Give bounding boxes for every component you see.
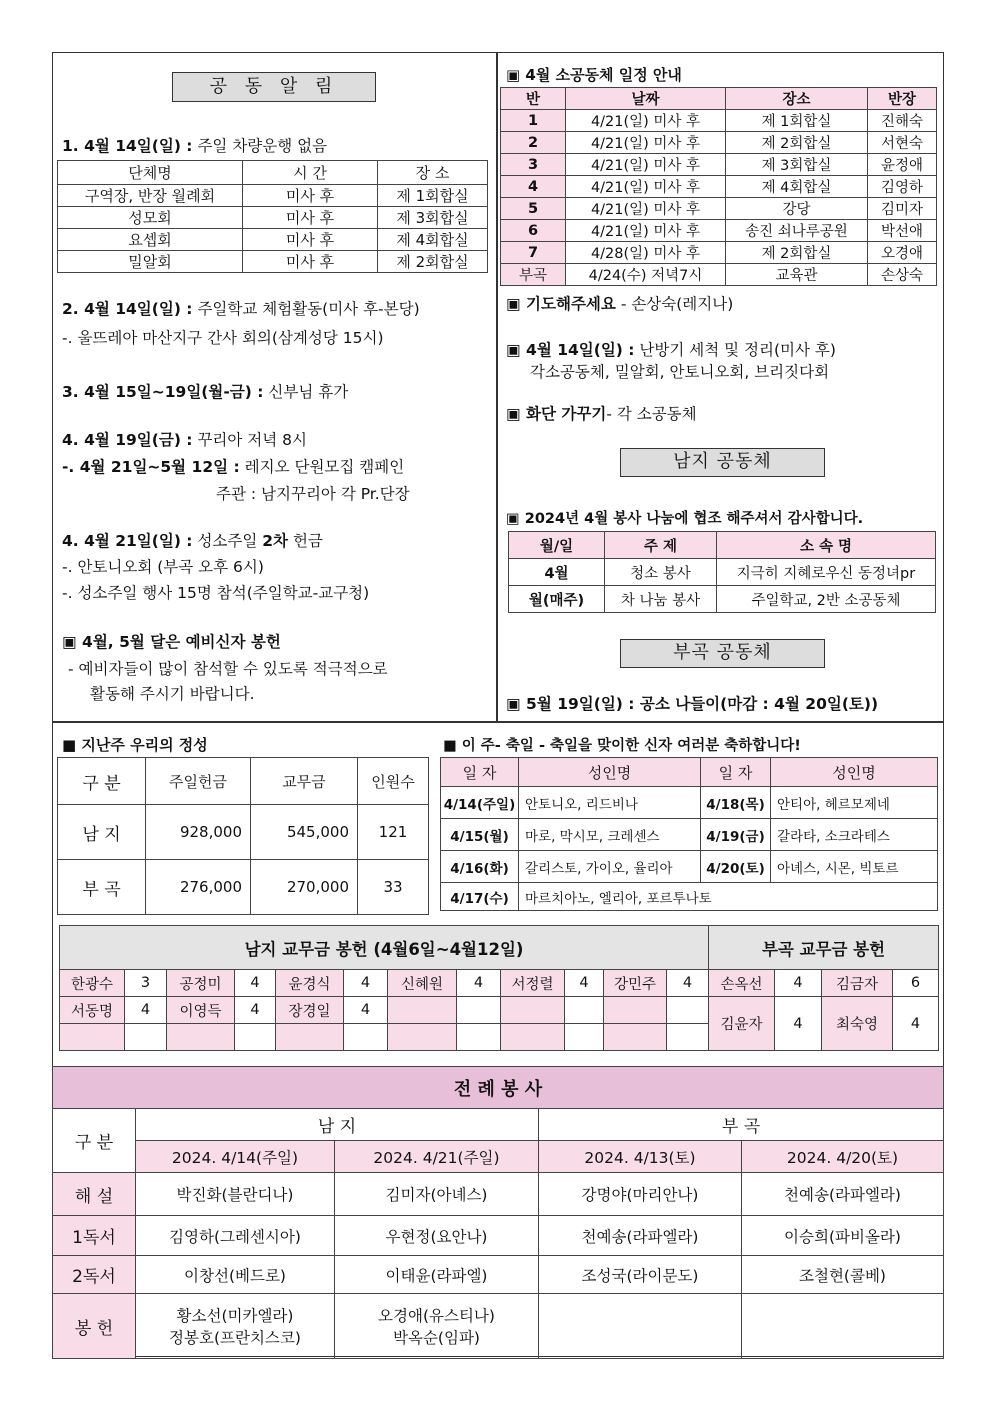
liturgy-cell: 이창선(베드로)	[136, 1256, 335, 1294]
notice-item-2-head: 2. 4월 14일(일) :	[62, 300, 193, 318]
feast-date: 4/15(월)	[441, 819, 519, 851]
notice-item-4a-text: 꾸리아 저녁 8시	[192, 431, 307, 449]
pray-line	[506, 292, 733, 314]
feast-header: 일 자	[441, 758, 519, 787]
offering-cell: 33	[358, 860, 429, 915]
offering-cell: 545,000	[251, 805, 358, 860]
notice-item-2-sub: -. 울뜨레아 마산지구 간사 회의(삼계성당 15시)	[62, 329, 384, 347]
feast-date: 4/19(금)	[701, 819, 771, 851]
tithe-bugok-title: 부곡 교무금 봉헌	[709, 926, 939, 970]
notice-item-4b-text: 성소주일	[192, 532, 263, 550]
pray-label: ▣ 기도해주세요	[506, 295, 616, 313]
tithe-count: 3	[125, 970, 167, 997]
liturgy-offering-name: 박옥순(임파)	[393, 1329, 480, 1347]
tithe-empty	[667, 1024, 709, 1051]
meeting-cell: 구역장, 반장 월례회	[58, 185, 243, 207]
liturgy-offering-name: 정봉호(프란치스코)	[169, 1329, 301, 1347]
small-comm-cell: 6	[501, 220, 566, 242]
service-cell: 주일학교, 2반 소공동체	[717, 586, 936, 613]
small-comm-cell: 4	[501, 176, 566, 198]
small-comm-cell: 2	[501, 132, 566, 154]
liturgy-row-label: 2독서	[53, 1256, 136, 1294]
meeting-table	[57, 160, 488, 273]
tithe-empty	[604, 997, 667, 1024]
tithe-count: 4	[893, 997, 939, 1051]
offering-table	[57, 757, 429, 915]
feast-saints: 갈라타, 소크라테스	[771, 819, 938, 851]
liturgy-cell: 이승희(파비올라)	[742, 1216, 944, 1256]
tithe-empty	[501, 1024, 565, 1051]
liturgy-cell: 김영하(그레센시아)	[136, 1216, 335, 1256]
small-comm-cell: 손상숙	[868, 264, 937, 286]
feast-saints: 아녜스, 시몬, 빅토르	[771, 851, 938, 883]
small-comm-header: 날짜	[566, 88, 726, 110]
meeting-cell: 제 2회합실	[378, 251, 488, 273]
tithe-name: 김윤자	[709, 997, 775, 1051]
service-header: 주 제	[605, 532, 717, 559]
liturgy-bugok: 부 곡	[539, 1109, 944, 1141]
meeting-header: 장 소	[378, 161, 488, 185]
notice-item-2	[62, 297, 420, 319]
namji-title: 남지 공동체	[620, 448, 825, 477]
thanks-line: ▣ 2024년 4월 봉사 나눔에 협조 해주셔서 감사합니다.	[506, 511, 864, 527]
offering-cell: 270,000	[251, 860, 358, 915]
small-comm-header: 반장	[868, 88, 937, 110]
small-comm-title: ▣ 4월 소공동체 일정 안내	[506, 66, 682, 84]
service-header: 소 속 명	[717, 532, 936, 559]
small-comm-cell: 5	[501, 198, 566, 220]
meeting-cell: 미사 후	[243, 251, 378, 273]
liturgy-offering-name: 오경애(유스티나)	[378, 1307, 495, 1325]
tithe-name: 공정미	[167, 970, 235, 997]
tithe-empty	[457, 1024, 501, 1051]
tithe-count: 4	[775, 970, 822, 997]
liturgy-cell: 우현정(요안나)	[335, 1216, 539, 1256]
tithe-name: 신혜원	[388, 970, 457, 997]
small-comm-cell: 제 1회합실	[726, 110, 868, 132]
small-comm-cell: 4/21(일) 미사 후	[566, 110, 726, 132]
offering-cell: 928,000	[146, 805, 251, 860]
heater-label: ▣ 4월 14일(일) :	[506, 341, 635, 359]
tithe-name: 한광수	[60, 970, 125, 997]
picnic-line: ▣ 5월 19일(일) : 공소 나들이(마감 : 4월 20일(토))	[506, 695, 879, 713]
notice-item-4b	[62, 529, 323, 551]
liturgy-table	[52, 1066, 944, 1359]
tithe-empty	[501, 997, 565, 1024]
tithe-empty	[276, 1024, 344, 1051]
notice-item-4a-head: 4. 4월 19일(금) :	[62, 431, 193, 449]
notice-item-4b-bold2: 2차	[262, 532, 289, 550]
small-comm-cell: 김미자	[868, 198, 937, 220]
notice-item-4b-sub2: -. 성소주일 행사 15명 참석(주일학교-교구청)	[62, 584, 370, 602]
offering-title: ■ 지난주 우리의 정성	[62, 736, 208, 754]
liturgy-offering-cell	[539, 1294, 742, 1359]
tithe-empty	[457, 997, 501, 1024]
feast-header: 성인명	[519, 758, 701, 787]
small-comm-cell: 부곡	[501, 264, 566, 286]
notice-item-4b-head: 4. 4월 21일(일) :	[62, 532, 193, 550]
tithe-empty	[388, 1024, 457, 1051]
tithe-empty	[667, 997, 709, 1024]
service-table	[508, 531, 936, 613]
service-cell: 차 나눔 봉사	[605, 586, 717, 613]
feast-date: 4/20(토)	[701, 851, 771, 883]
notice-item-5-head: ▣ 4월, 5월 달은 예비신자 봉헌	[62, 633, 281, 651]
pray-text: - 손상숙(레지나)	[615, 295, 734, 313]
feast-title: ■ 이 주- 축일 - 축일을 맞이한 신자 여러분 축하합니다!	[443, 738, 801, 754]
notice-item-4a-sub-text: 레지오 단원모집 캠페인	[239, 458, 405, 476]
heater-line	[506, 338, 836, 360]
small-comm-cell: 제 2회합실	[726, 132, 868, 154]
tithe-name: 손옥선	[709, 970, 775, 997]
small-comm-cell: 4/21(일) 미사 후	[566, 220, 726, 242]
tithe-empty	[167, 1024, 235, 1051]
feast-saints: 갈리스토, 가이오, 율리아	[519, 851, 701, 883]
tithe-empty	[388, 997, 457, 1024]
small-comm-cell: 1	[501, 110, 566, 132]
feast-table	[440, 757, 938, 911]
offering-cell: 121	[358, 805, 429, 860]
liturgy-label-col: 구 분	[53, 1109, 136, 1173]
tithe-count: 4	[235, 997, 276, 1024]
meeting-cell: 요셉회	[58, 229, 243, 251]
liturgy-cell: 강명야(마리안나)	[539, 1173, 742, 1216]
liturgy-cell: 천예송(라파엘라)	[742, 1173, 944, 1216]
service-header: 월/일	[509, 532, 605, 559]
flower-line	[506, 402, 697, 424]
meeting-cell: 미사 후	[243, 229, 378, 251]
meeting-cell: 제 3회합실	[378, 207, 488, 229]
tithe-count: 4	[125, 997, 167, 1024]
tithe-count: 4	[667, 970, 709, 997]
bugok-title: 부곡 공동체	[620, 639, 825, 668]
notice-item-5-body2: 활동해 주시기 바랍니다.	[90, 685, 255, 703]
liturgy-date: 2024. 4/13(토)	[539, 1141, 742, 1173]
small-comm-cell: 제 3회합실	[726, 154, 868, 176]
small-comm-cell: 서현숙	[868, 132, 937, 154]
tithe-empty	[344, 1024, 388, 1051]
liturgy-row-label: 해 설	[53, 1173, 136, 1216]
meeting-cell: 제 4회합실	[378, 229, 488, 251]
service-cell: 4월	[509, 559, 605, 586]
small-comm-cell: 4/21(일) 미사 후	[566, 154, 726, 176]
liturgy-offering-cell	[136, 1294, 335, 1359]
small-comm-cell: 김영하	[868, 176, 937, 198]
notice-item-4a-sub	[62, 455, 404, 477]
feast-date: 4/18(목)	[701, 787, 771, 819]
tithe-name: 김금자	[822, 970, 893, 997]
tithe-name: 서동명	[60, 997, 125, 1024]
liturgy-date: 2024. 4/21(주일)	[335, 1141, 539, 1173]
notice-item-1	[62, 134, 327, 156]
tithe-empty	[125, 1024, 167, 1051]
notice-item-4b-text2: 헌금	[288, 532, 323, 550]
liturgy-cell: 천예송(라파엘라)	[539, 1216, 742, 1256]
feast-date: 4/14(주일)	[441, 787, 519, 819]
tithe-namji-title: 남지 교무금 봉헌 (4월6일~4월12일)	[60, 926, 709, 970]
feast-saints: 마르치아노, 엘리아, 포르투나토	[519, 883, 938, 911]
notice-item-5-body1: - 예비자들이 많이 참석할 수 있도록 적극적으로	[68, 660, 388, 678]
offering-header: 주일헌금	[146, 758, 251, 805]
heater-text: 난방기 세척 및 정리(미사 후)	[634, 341, 836, 359]
small-comm-cell: 7	[501, 242, 566, 264]
service-cell: 월(매주)	[509, 586, 605, 613]
small-comm-cell: 강당	[726, 198, 868, 220]
liturgy-cell: 박진화(블란디나)	[136, 1173, 335, 1216]
notice-item-1-text: 주일 차량운행 없음	[192, 137, 328, 155]
notice-item-1-head: 1. 4월 14일(일) :	[62, 137, 193, 155]
small-comm-cell: 윤정애	[868, 154, 937, 176]
meeting-cell: 미사 후	[243, 207, 378, 229]
tithe-count: 4	[565, 970, 604, 997]
small-comm-cell: 4/24(수) 저녁7시	[566, 264, 726, 286]
small-comm-cell: 4/21(일) 미사 후	[566, 176, 726, 198]
meeting-header: 단체명	[58, 161, 243, 185]
feast-date: 4/17(수)	[441, 883, 519, 911]
offering-cell: 276,000	[146, 860, 251, 915]
tithe-name: 장경일	[276, 997, 344, 1024]
small-comm-cell: 송진 쇠나루공원	[726, 220, 868, 242]
feast-date: 4/16(화)	[441, 851, 519, 883]
tithe-count: 4	[457, 970, 501, 997]
tithe-empty	[235, 1024, 276, 1051]
liturgy-cell: 조철현(콜베)	[742, 1256, 944, 1294]
small-comm-cell: 교육관	[726, 264, 868, 286]
tithe-empty	[60, 1024, 125, 1051]
small-comm-cell: 4/21(일) 미사 후	[566, 132, 726, 154]
liturgy-offering-cell	[335, 1294, 539, 1359]
liturgy-row-label: 1독서	[53, 1216, 136, 1256]
meeting-cell: 밀알회	[58, 251, 243, 273]
liturgy-cell: 김미자(아녜스)	[335, 1173, 539, 1216]
notice-item-4a-sub-head: -. 4월 21일~5월 12일 :	[62, 458, 240, 476]
meeting-header: 시 간	[243, 161, 378, 185]
meeting-cell: 미사 후	[243, 185, 378, 207]
liturgy-cell: 이태윤(라파엘)	[335, 1256, 539, 1294]
notice-item-4a	[62, 428, 307, 450]
flower-text: - 각 소공동체	[606, 405, 697, 423]
tithe-name: 윤경식	[276, 970, 344, 997]
service-cell: 청소 봉사	[605, 559, 717, 586]
tithe-empty	[565, 1024, 604, 1051]
small-comm-cell: 오경애	[868, 242, 937, 264]
small-comm-table	[500, 87, 937, 286]
offering-header: 교무금	[251, 758, 358, 805]
tithe-empty	[565, 997, 604, 1024]
offering-row-label: 남 지	[58, 805, 146, 860]
notice-item-3-text: 신부님 휴가	[263, 383, 349, 401]
feast-header: 일 자	[701, 758, 771, 787]
vertical-divider	[496, 53, 498, 721]
notice-item-3-head: 3. 4월 15일~19일(월-금) :	[62, 383, 264, 401]
tithe-count: 4	[235, 970, 276, 997]
liturgy-title: 전 례 봉 사	[53, 1067, 944, 1109]
small-comm-cell: 3	[501, 154, 566, 176]
tithe-count: 6	[893, 970, 939, 997]
liturgy-namji: 남 지	[136, 1109, 539, 1141]
tithe-name: 강민주	[604, 970, 667, 997]
small-comm-cell: 4/28(일) 미사 후	[566, 242, 726, 264]
notice-item-3	[62, 380, 348, 402]
liturgy-date: 2024. 4/20(토)	[742, 1141, 944, 1173]
tithe-table	[59, 925, 939, 1051]
horizontal-divider	[53, 721, 943, 723]
small-comm-cell: 4/21(일) 미사 후	[566, 198, 726, 220]
small-comm-cell: 박선애	[868, 220, 937, 242]
feast-saints: 안티아, 헤르모제네	[771, 787, 938, 819]
feast-saints: 안토니오, 리드비나	[519, 787, 701, 819]
tithe-count: 4	[344, 970, 388, 997]
small-comm-header: 반	[501, 88, 566, 110]
service-cell: 지극히 지혜로우신 동정녀pr	[717, 559, 936, 586]
offering-header: 인원수	[358, 758, 429, 805]
tithe-name: 서정렬	[501, 970, 565, 997]
meeting-cell: 성모회	[58, 207, 243, 229]
small-comm-header: 장소	[726, 88, 868, 110]
liturgy-offering-cell	[742, 1294, 944, 1359]
liturgy-offering-name: 황소선(미카엘라)	[176, 1307, 294, 1325]
tithe-count: 4	[344, 997, 388, 1024]
liturgy-date: 2024. 4/14(주일)	[136, 1141, 335, 1173]
tithe-count: 4	[775, 997, 822, 1051]
notice-item-4b-sub1: -. 안토니오회 (부곡 오후 6시)	[62, 558, 264, 576]
tithe-name: 이영득	[167, 997, 235, 1024]
offering-row-label: 부 곡	[58, 860, 146, 915]
feast-header: 성인명	[771, 758, 938, 787]
liturgy-row-label: 봉 헌	[53, 1294, 136, 1359]
heater-line2: 각소공동체, 밀알회, 안토니오회, 브리짓다회	[530, 363, 830, 381]
small-comm-cell: 진해숙	[868, 110, 937, 132]
tithe-empty	[604, 1024, 667, 1051]
small-comm-cell: 제 4회합실	[726, 176, 868, 198]
small-comm-cell: 제 2회합실	[726, 242, 868, 264]
notice-item-4a-sub2: 주관 : 남지꾸리아 각 Pr.단장	[216, 485, 410, 503]
tithe-name: 최숙영	[822, 997, 893, 1051]
feast-saints: 마로, 막시모, 크레센스	[519, 819, 701, 851]
offering-header: 구 분	[58, 758, 146, 805]
notice-item-2-text: 주일학교 체험활동(미사 후-본당)	[192, 300, 420, 318]
flower-label: ▣ 화단 가꾸기	[506, 405, 607, 423]
notice-title: 공 동 알 림	[172, 72, 376, 102]
liturgy-cell: 조성국(라이문도)	[539, 1256, 742, 1294]
meeting-cell: 제 1회합실	[378, 185, 488, 207]
